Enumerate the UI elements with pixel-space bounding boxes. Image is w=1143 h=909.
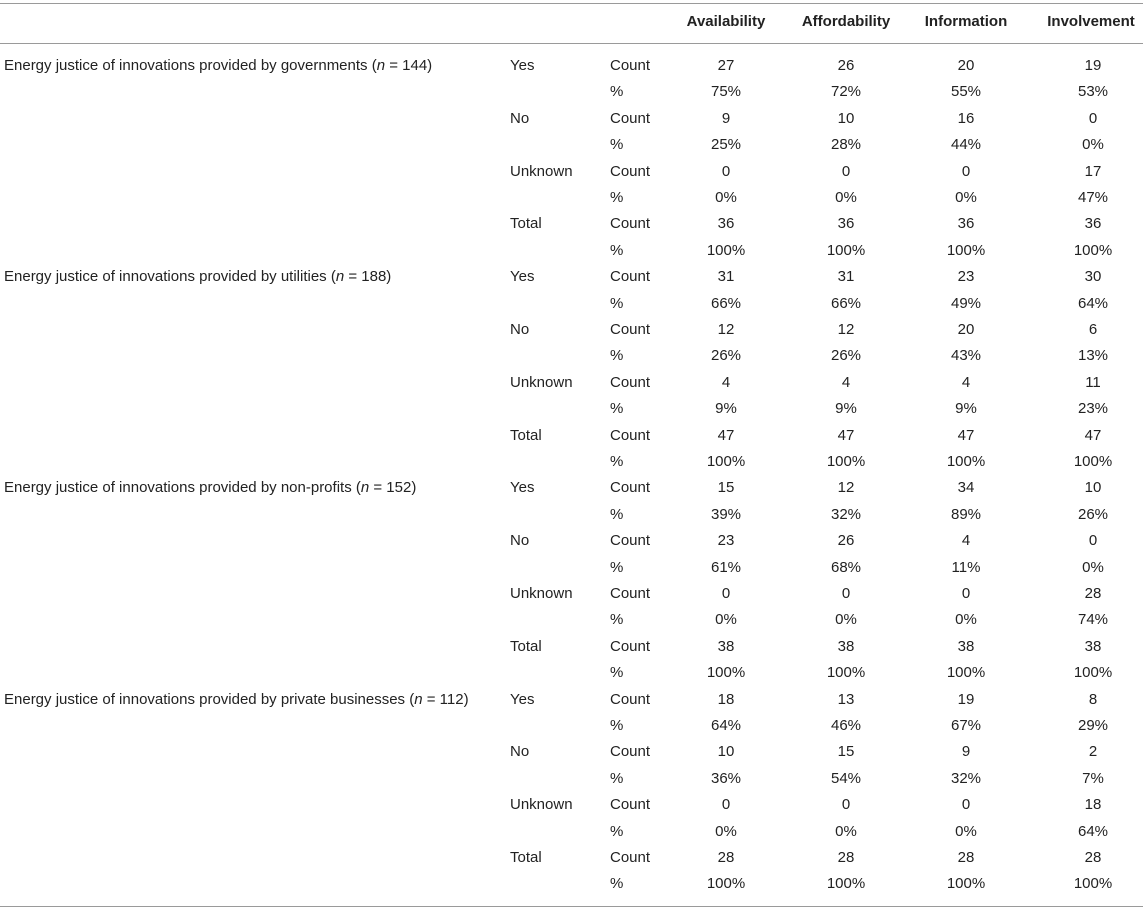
row-statistic: %	[610, 400, 624, 418]
cell-affordability: 66%	[830, 294, 862, 312]
row-category: Yes	[510, 690, 535, 708]
group-label-n: n	[376, 57, 386, 74]
row-category: Unknown	[510, 585, 573, 602]
cell-involvement: 0%	[1082, 558, 1104, 576]
row-statistic: %	[610, 241, 624, 259]
row-statistic: Count	[610, 532, 651, 550]
row-category: No	[510, 532, 530, 550]
group-label-count: = 188)	[344, 268, 392, 286]
cell-involvement: 100%	[1073, 664, 1113, 682]
row-category: Total	[510, 849, 542, 866]
group-label-count: = 112)	[422, 690, 469, 708]
cell-involvement: 100%	[1073, 875, 1113, 893]
cell-affordability: 26%	[830, 347, 862, 365]
row-statistic: %	[610, 769, 624, 787]
cell-involvement: 0	[1088, 109, 1098, 127]
row-category: Total	[510, 637, 542, 655]
cell-information: 36	[957, 215, 975, 233]
cell-affordability: 31	[837, 268, 855, 286]
cell-availability: 0	[721, 796, 731, 814]
cell-affordability: 38	[837, 637, 855, 655]
group-label	[4, 478, 416, 498]
cell-availability: 31	[717, 268, 735, 286]
cell-information: 89%	[950, 505, 982, 523]
cell-information: 0%	[955, 189, 977, 206]
cell-affordability: 9%	[835, 400, 857, 418]
cell-affordability: 100%	[826, 875, 866, 893]
cell-involvement: 36	[1084, 215, 1102, 233]
group-label-count: = 144)	[385, 57, 433, 74]
cell-availability: 15	[717, 479, 735, 497]
group-label-text: Energy justice of innovations provided by utilities (	[4, 268, 336, 286]
row-statistic: Count	[610, 109, 651, 127]
cell-information: 0	[961, 585, 971, 602]
cell-affordability: 15	[837, 743, 855, 761]
col-header-availability: Availability	[686, 13, 766, 30]
cell-affordability: 26	[837, 532, 855, 550]
cell-involvement: 6	[1088, 321, 1098, 338]
row-statistic: Count	[610, 796, 651, 814]
cell-involvement: 100%	[1073, 241, 1113, 259]
cell-availability: 47	[717, 426, 735, 444]
group-label-count: = 152)	[369, 479, 417, 497]
cell-information: 43%	[950, 347, 982, 365]
row-statistic: %	[610, 558, 624, 576]
cell-involvement: 7%	[1082, 769, 1104, 787]
top-rule	[0, 3, 1143, 4]
cell-affordability: 72%	[830, 83, 862, 101]
cell-availability: 100%	[706, 241, 746, 259]
row-category: Unknown	[510, 162, 573, 180]
group-label-n: n	[414, 690, 423, 708]
row-statistic: Count	[610, 743, 651, 761]
group-label	[4, 690, 469, 710]
cell-availability: 0	[721, 162, 731, 180]
row-category: No	[510, 321, 530, 338]
cell-availability: 38	[717, 637, 735, 655]
group-label-text: Energy justice of innovations provided by non-profits (	[4, 479, 361, 497]
cell-information: 0%	[955, 822, 977, 840]
row-statistic: Count	[610, 849, 651, 866]
row-statistic: %	[610, 875, 624, 893]
row-category: No	[510, 109, 530, 127]
cell-affordability: 10	[837, 109, 855, 127]
cell-affordability: 0	[841, 796, 851, 814]
cell-affordability: 0%	[835, 822, 857, 840]
row-category: Unknown	[510, 373, 573, 391]
cell-involvement: 47%	[1077, 189, 1109, 206]
cell-affordability: 4	[841, 373, 851, 391]
cell-affordability: 100%	[826, 664, 866, 682]
row-statistic: Count	[610, 585, 651, 602]
cell-involvement: 53%	[1077, 83, 1109, 101]
row-statistic: %	[610, 453, 624, 470]
cell-affordability: 12	[837, 479, 855, 497]
row-statistic: Count	[610, 162, 651, 180]
cell-involvement: 29%	[1077, 717, 1109, 734]
cell-information: 0	[961, 796, 971, 814]
row-category: Unknown	[510, 796, 573, 814]
cell-involvement: 19	[1084, 57, 1102, 74]
cell-affordability: 36	[837, 215, 855, 233]
cell-information: 32%	[950, 769, 982, 787]
cell-availability: 9%	[715, 400, 737, 418]
cell-availability: 10	[717, 743, 735, 761]
cell-availability: 64%	[710, 717, 742, 734]
cell-involvement: 74%	[1077, 611, 1109, 629]
cell-affordability: 0%	[835, 189, 857, 206]
row-statistic: %	[610, 136, 624, 154]
cell-information: 4	[961, 373, 971, 391]
col-header-affordability: Affordability	[801, 13, 891, 30]
cell-information: 20	[957, 321, 975, 338]
cell-involvement: 10	[1084, 479, 1102, 497]
cell-involvement: 38	[1084, 637, 1102, 655]
group-label-n: n	[335, 268, 345, 286]
cell-affordability: 100%	[826, 453, 866, 470]
cell-availability: 4	[721, 373, 731, 391]
cell-involvement: 0%	[1082, 136, 1104, 154]
cell-affordability: 32%	[830, 505, 862, 523]
cell-availability: 36	[717, 215, 735, 233]
cell-information: 20	[957, 57, 975, 74]
row-statistic: Count	[610, 215, 651, 233]
cell-involvement: 64%	[1077, 822, 1109, 840]
cell-involvement: 28	[1084, 585, 1102, 602]
row-statistic: Count	[610, 637, 651, 655]
cell-affordability: 0	[841, 162, 851, 180]
cell-information: 9%	[955, 400, 977, 418]
cell-information: 67%	[950, 717, 982, 734]
row-category: Yes	[510, 57, 535, 74]
cell-availability: 66%	[710, 294, 742, 312]
cell-affordability: 13	[837, 690, 855, 708]
cell-affordability: 68%	[830, 558, 862, 576]
cell-availability: 61%	[710, 558, 742, 576]
cell-involvement: 26%	[1077, 505, 1109, 523]
row-statistic: %	[610, 83, 624, 101]
cell-involvement: 18	[1084, 796, 1102, 814]
group-label-n: n	[360, 479, 370, 497]
cell-availability: 0%	[715, 822, 737, 840]
cell-information: 100%	[946, 875, 986, 893]
cell-information: 9	[961, 743, 971, 761]
row-statistic: %	[610, 822, 624, 840]
cell-availability: 100%	[706, 453, 746, 470]
row-statistic: %	[610, 505, 624, 523]
cell-availability: 23	[717, 532, 735, 550]
cell-affordability: 100%	[826, 241, 866, 259]
cell-information: 16	[957, 109, 975, 127]
cell-affordability: 46%	[830, 717, 862, 734]
cell-involvement: 8	[1088, 690, 1098, 708]
cell-information: 47	[957, 426, 975, 444]
cell-involvement: 47	[1084, 426, 1102, 444]
row-statistic: Count	[610, 321, 651, 338]
row-statistic: Count	[610, 479, 651, 497]
row-statistic: Count	[610, 373, 651, 391]
cell-information: 100%	[946, 453, 986, 470]
row-statistic: %	[610, 717, 624, 734]
cell-availability: 0%	[715, 611, 737, 629]
row-category: Yes	[510, 268, 535, 286]
cell-availability: 18	[717, 690, 735, 708]
cell-involvement: 13%	[1077, 347, 1109, 365]
cell-information: 19	[957, 690, 975, 708]
group-label	[4, 267, 391, 287]
row-statistic: %	[610, 189, 624, 206]
cell-availability: 25%	[710, 136, 742, 154]
cell-availability: 100%	[706, 875, 746, 893]
cell-involvement: 2	[1088, 743, 1098, 761]
group-label-text: Energy justice of innovations provided by governments (	[4, 57, 377, 74]
cell-availability: 27	[717, 57, 735, 74]
row-category: Total	[510, 426, 542, 444]
cell-availability: 26%	[710, 347, 742, 365]
row-statistic: %	[610, 664, 624, 682]
row-category: Total	[510, 215, 542, 233]
cell-availability: 39%	[710, 505, 742, 523]
row-statistic: Count	[610, 268, 651, 286]
cell-information: 55%	[950, 83, 982, 101]
group-label-text: Energy justice of innovations provided by private businesses (	[4, 690, 415, 708]
group-label	[4, 56, 432, 76]
cell-availability: 12	[717, 321, 735, 338]
cell-availability: 100%	[706, 664, 746, 682]
cell-information: 0	[961, 162, 971, 180]
cell-information: 34	[957, 479, 975, 497]
cell-information: 28	[957, 849, 975, 866]
cell-information: 4	[961, 532, 971, 550]
cell-involvement: 100%	[1073, 453, 1113, 470]
bottom-rule	[0, 906, 1143, 907]
row-statistic: %	[610, 294, 624, 312]
cell-information: 100%	[946, 241, 986, 259]
cell-availability: 0	[721, 585, 731, 602]
cell-involvement: 0	[1088, 532, 1098, 550]
cell-affordability: 12	[837, 321, 855, 338]
cell-information: 100%	[946, 664, 986, 682]
cell-involvement: 17	[1084, 162, 1102, 180]
cell-affordability: 26	[837, 57, 855, 74]
cell-information: 0%	[955, 611, 977, 629]
cell-affordability: 47	[837, 426, 855, 444]
row-statistic: %	[610, 611, 624, 629]
row-statistic: Count	[610, 426, 651, 444]
cell-availability: 36%	[710, 769, 742, 787]
row-statistic: Count	[610, 57, 651, 74]
col-header-involvement: Involvement	[1047, 13, 1135, 30]
cell-information: 44%	[950, 136, 982, 154]
row-category: Yes	[510, 479, 535, 497]
cell-information: 11%	[951, 558, 981, 576]
cell-affordability: 54%	[830, 769, 862, 787]
cell-affordability: 0%	[835, 611, 857, 629]
header-rule	[0, 43, 1143, 44]
cell-involvement: 28	[1084, 849, 1102, 866]
cell-information: 49%	[950, 294, 982, 312]
row-category: No	[510, 743, 530, 761]
cell-availability: 28	[717, 849, 735, 866]
cell-affordability: 28%	[830, 136, 862, 154]
cell-involvement: 64%	[1077, 294, 1109, 312]
cell-availability: 75%	[710, 83, 742, 101]
row-statistic: Count	[610, 690, 651, 708]
cell-availability: 9	[721, 109, 731, 127]
row-statistic: %	[610, 347, 624, 365]
cell-involvement: 11	[1085, 373, 1101, 391]
cell-information: 23	[957, 268, 975, 286]
col-header-information: Information	[924, 13, 1008, 30]
cell-information: 38	[957, 637, 975, 655]
cell-affordability: 28	[837, 849, 855, 866]
cell-involvement: 30	[1084, 268, 1102, 286]
cell-affordability: 0	[841, 585, 851, 602]
cell-availability: 0%	[715, 189, 737, 206]
cell-involvement: 23%	[1077, 400, 1109, 418]
